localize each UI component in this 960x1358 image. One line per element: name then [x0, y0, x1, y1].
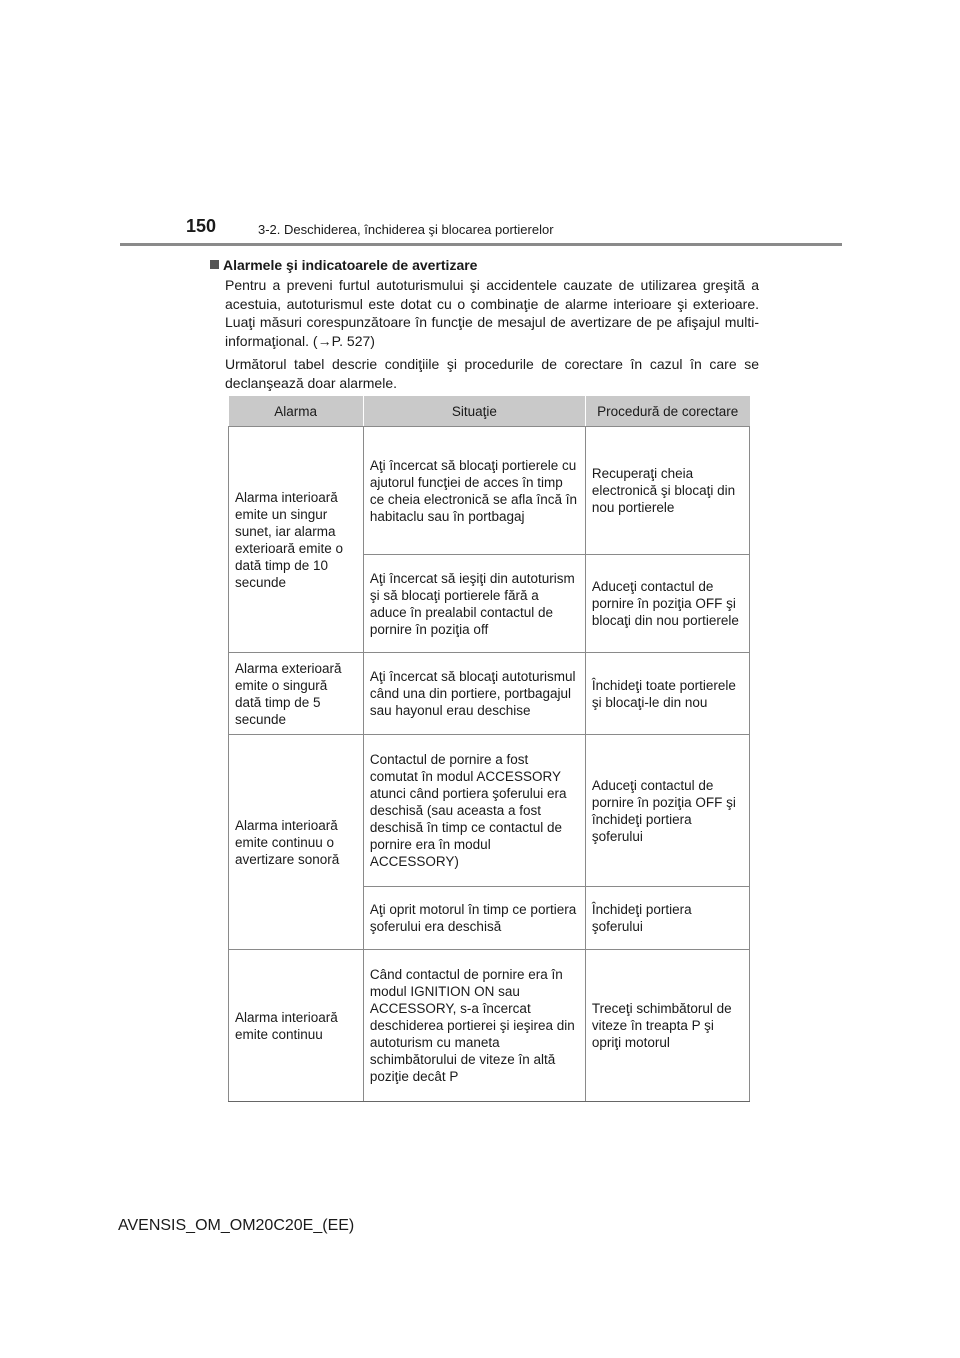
alarm-cell: Alarma interioară emite continuu [229, 950, 364, 1102]
document-code: AVENSIS_OM_OM20C20E_(EE) [118, 1217, 355, 1234]
table-row [229, 950, 750, 1102]
situation-cell: Când contactul de pornire era în modul IGNITION ON sau ACCESSORY, s-a încercat deschiderea portierei şi ieşirea din autoturism cu maneta schimbătorului de viteze în altă poziţie decât P [363, 950, 585, 1102]
procedure-cell: Închideţi portiera şoferului [585, 887, 749, 950]
intro-paragraph: Pentru a preveni furtul autoturismului şi accidentele cauzate de utilizarea greşită a acestuia, autoturismul este dotat cu o combinaţie de alarme interioare şi exterioare. Luaţi măsuri corespunzătoare în funcţie de mesajul de avertizare de pe afişajul multi-informaţional. (→P. 527) [225, 277, 759, 349]
subsection-title: Alarmele şi indicatoarele de avertizare [223, 257, 478, 273]
header-alarm: Alarma [229, 396, 364, 427]
situation-cell: Aţi încercat să ieşiţi din autoturism şi să blocaţi portierele fără a aduce în prealabil contactul de pornire în poziţia off [363, 555, 585, 653]
header-rule [120, 243, 842, 246]
content [210, 256, 759, 397]
situation-cell: Contactul de pornire a fost comutat în modul ACCESSORY atunci când portiera şoferului era deschisă (sau aceasta a fost deschisă în timp ce contactul de pornire era în modul ACCESSORY) [363, 735, 585, 887]
header-procedure: Procedură de corectare [585, 396, 749, 427]
table-row [229, 653, 750, 735]
situation-cell: Aţi oprit motorul în timp ce portiera şoferului era deschisă [363, 887, 585, 950]
situation-cell: Aţi încercat să blocaţi autoturismul când una din portiere, portbagajul sau hayonul erau deschise [363, 653, 585, 735]
alarm-cell: Alarma exterioară emite o singură dată timp de 5 secunde [229, 653, 364, 735]
table-header-row [229, 396, 750, 427]
table-row [229, 427, 750, 555]
alarm-cell: Alarma interioară emite un singur sunet, iar alarma exterioară emite o dată timp de 10 secunde [229, 427, 364, 653]
square-bullet-icon [210, 260, 219, 269]
header-situation: Situaţie [363, 396, 585, 427]
table-intro-paragraph: Următorul tabel descrie condiţiile şi procedurile de corectare în cazul în care se declanşează doar alarmele. [225, 356, 759, 391]
procedure-cell: Închideţi toate portierele şi blocaţi-le din nou [585, 653, 749, 735]
table-row [229, 735, 750, 887]
procedure-cell: Aduceţi contactul de pornire în poziţia OFF şi închideţi portiera şoferului [585, 735, 749, 887]
alarm-cell: Alarma interioară emite continuu o avertizare sonoră [229, 735, 364, 950]
page-number: 150 [186, 216, 217, 236]
procedure-cell: Treceţi schimbătorul de viteze în treapta P şi opriţi motorul [585, 950, 749, 1102]
alarm-table [228, 396, 750, 1102]
procedure-cell: Aduceţi contactul de pornire în poziţia OFF şi blocaţi din nou portierele [585, 555, 749, 653]
subsection-heading [210, 256, 750, 274]
procedure-cell: Recuperaţi cheia electronică şi blocaţi din nou portierele [585, 427, 749, 555]
situation-cell: Aţi încercat să blocaţi portierele cu ajutorul funcţiei de acces în timp ce cheia electronică se afla încă în habitaclu sau în portbagaj [363, 427, 585, 555]
section-title: 3-2. Deschiderea, închiderea şi blocarea portierelor [258, 222, 554, 237]
